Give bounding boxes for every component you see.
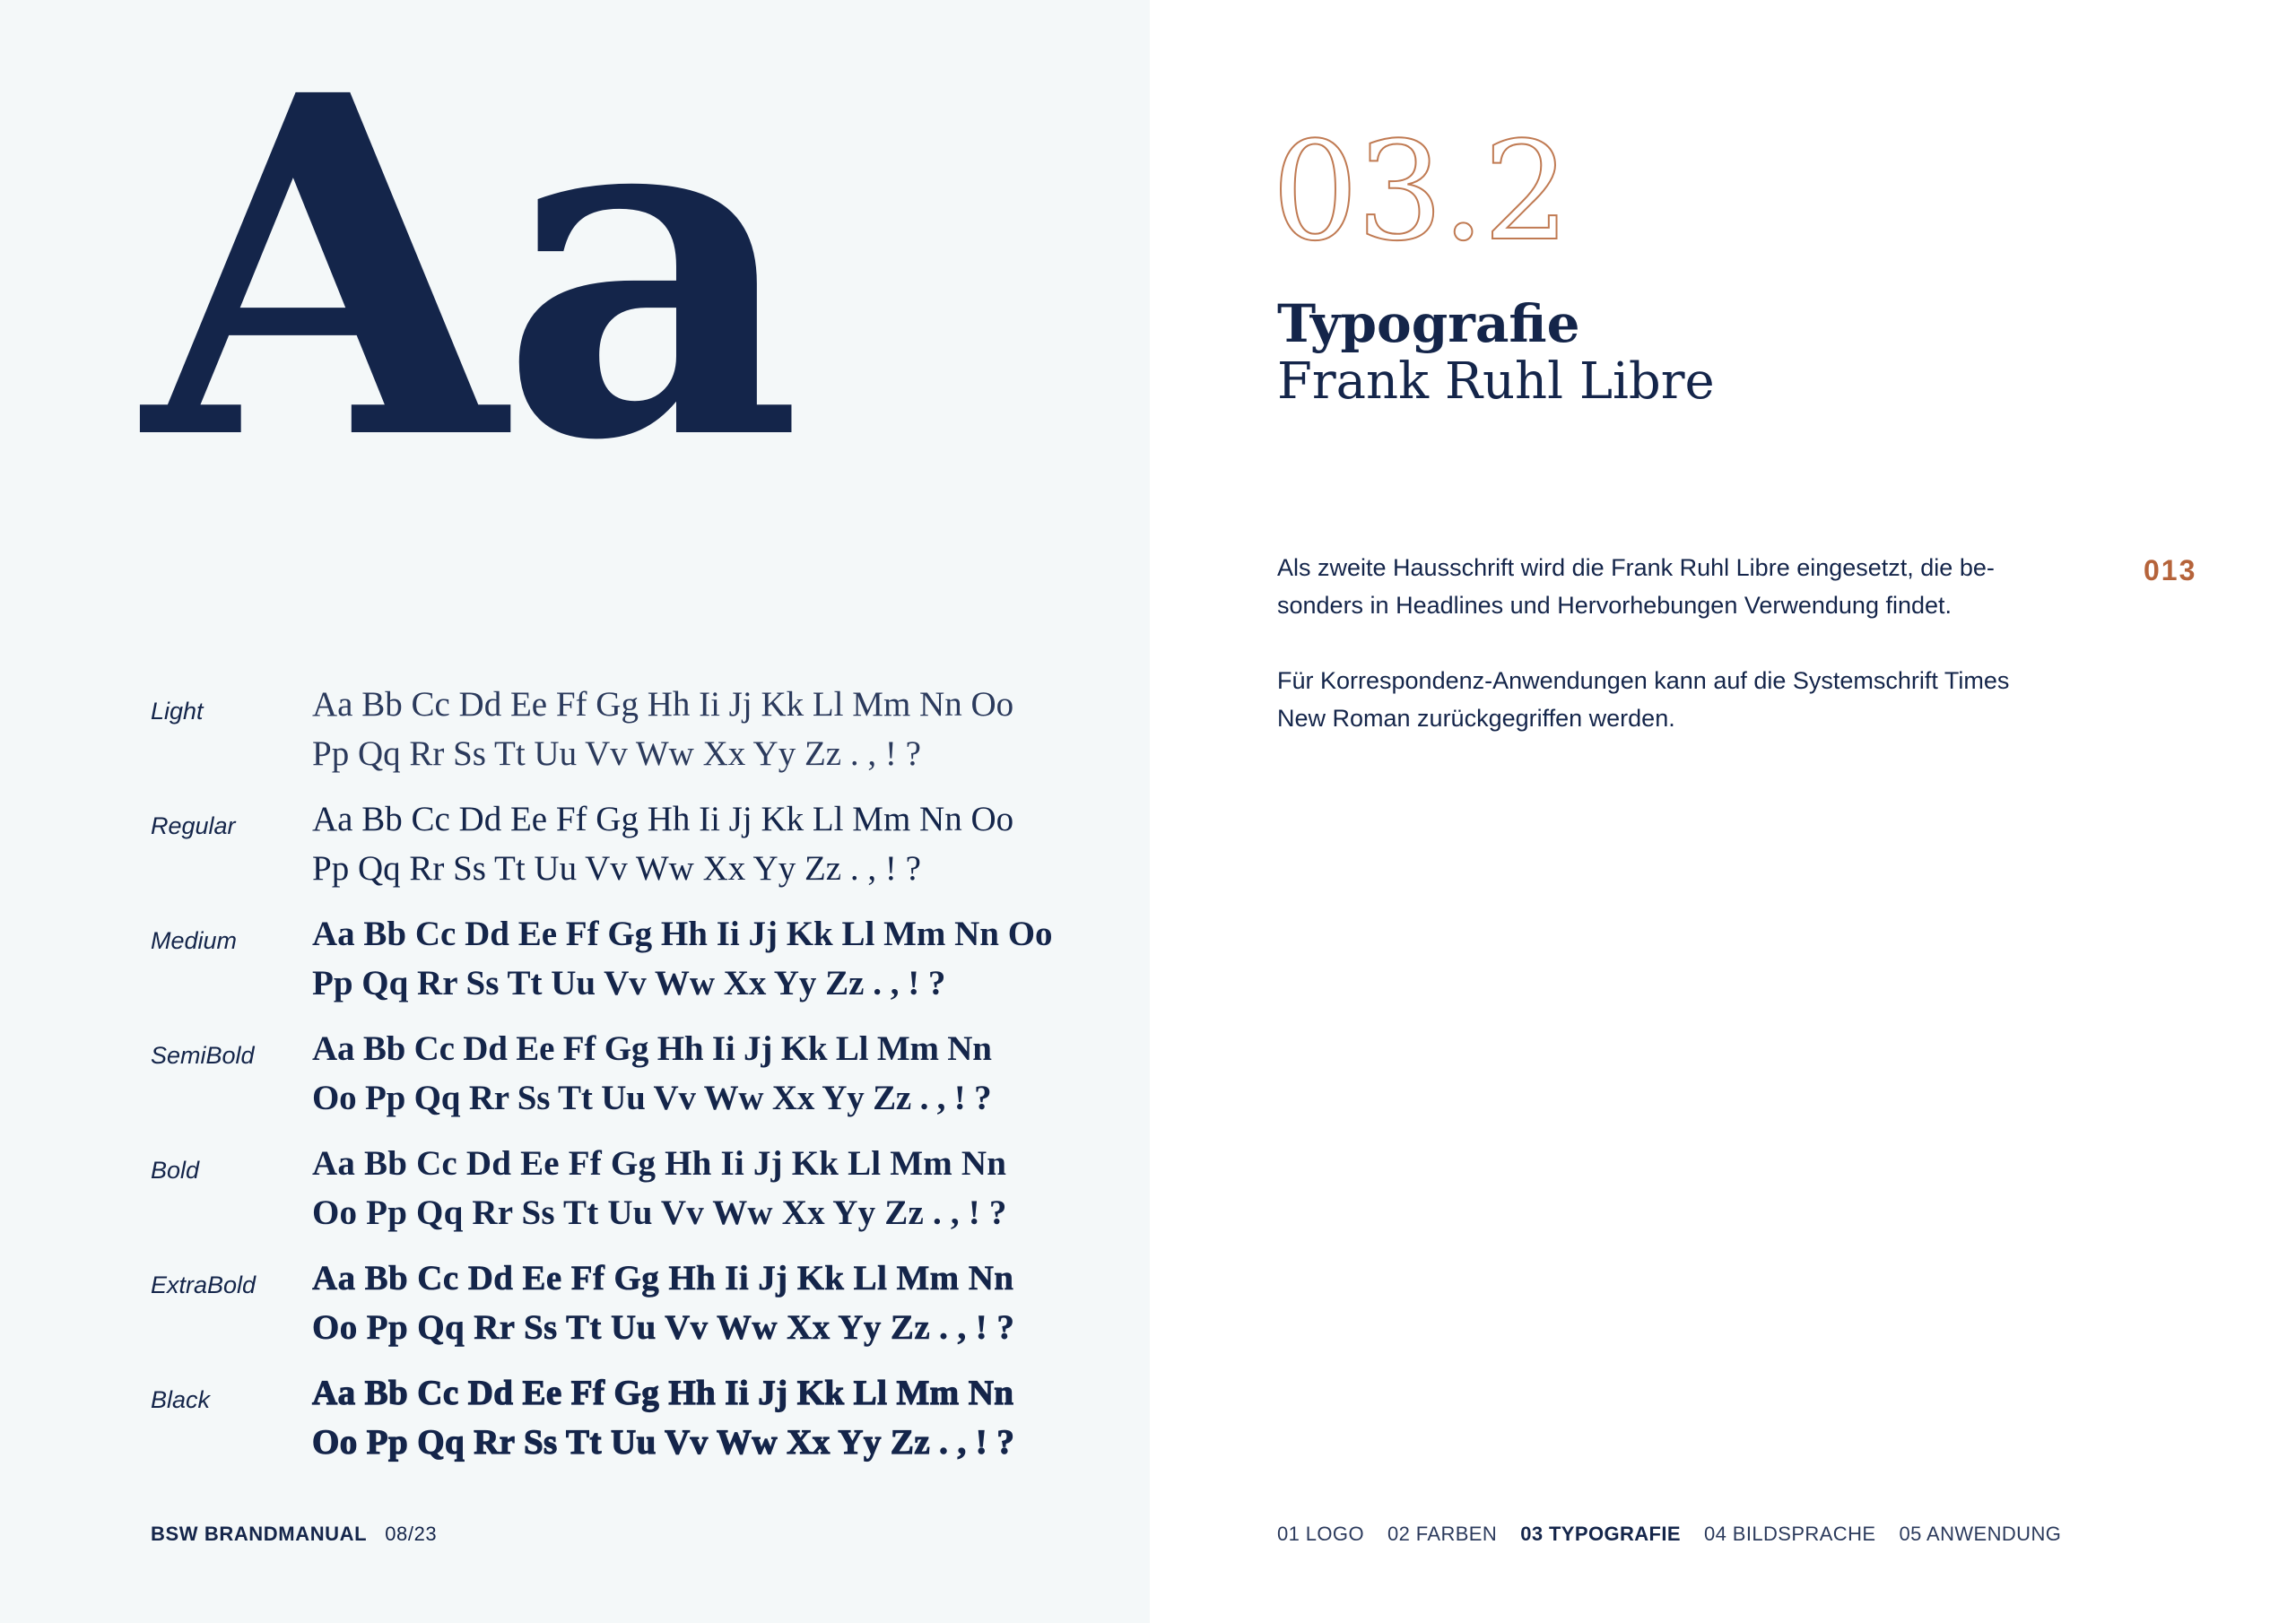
- sample-line: Pp Qq Rr Ss Tt Uu Vv Ww Xx Yy Zz . , ! ?: [312, 849, 921, 888]
- weight-row-extrabold: [151, 1254, 1137, 1368]
- weight-name: ExtraBold: [151, 1271, 257, 1298]
- page-range: 08/23: [385, 1523, 438, 1545]
- section-number: 03.2: [1272, 112, 1569, 271]
- section-subtitle: Frank Ruhl Libre: [1277, 352, 1715, 411]
- glyph-specimen: Aa: [144, 0, 797, 542]
- sample-line: Oo Pp Qq Rr Ss Tt Uu Vv Ww Xx Yy Zz . , ! ?: [312, 1079, 992, 1117]
- sample-line: Pp Qq Rr Ss Tt Uu Vv Ww Xx Yy Zz . , ! ?: [312, 964, 946, 1002]
- brand-name: BSW BRANDMANUAL: [151, 1523, 368, 1545]
- page-number: 013: [2144, 554, 2197, 586]
- weight-list: [151, 680, 1137, 1483]
- weight-name: SemiBold: [151, 1042, 255, 1069]
- weight-row-bold: [151, 1139, 1137, 1254]
- sample-line: Oo Pp Qq Rr Ss Tt Uu Vv Ww Xx Yy Zz . , ! ?: [312, 1193, 1007, 1232]
- weight-row-light: [151, 680, 1137, 794]
- sample-line: Aa Bb Cc Dd Ee Ff Gg Hh Ii Jj Kk Ll Mm Nn: [312, 1374, 1014, 1412]
- sample-line: Aa Bb Cc Dd Ee Ff Gg Hh Ii Jj Kk Ll Mm Nn Oo: [312, 800, 1014, 838]
- weight-row-black: [151, 1368, 1137, 1483]
- paragraph: Als zweite Hausschrift wird die Frank Ruhl Libre eingesetzt, die be-sonders in Headlines und Hervorhebungen Verwendung findet.: [1277, 554, 1995, 619]
- nav-item-logo[interactable]: 01 LOGO: [1277, 1523, 1364, 1545]
- weight-sample: [312, 1024, 1137, 1123]
- weight-row-semibold: [151, 1024, 1137, 1139]
- nav-item-typografie[interactable]: 03 TYPOGRAFIE: [1520, 1523, 1681, 1545]
- weight-row-regular: [151, 794, 1137, 909]
- weight-row-medium: [151, 909, 1137, 1024]
- weight-sample: [312, 1139, 1137, 1237]
- weight-sample: [312, 1368, 1137, 1467]
- sample-line: Oo Pp Qq Rr Ss Tt Uu Vv Ww Xx Yy Zz . , ! ?: [312, 1423, 1015, 1462]
- weight-name: Medium: [151, 927, 238, 954]
- sample-line: Aa Bb Cc Dd Ee Ff Gg Hh Ii Jj Kk Ll Mm Nn: [312, 1029, 992, 1068]
- weight-name: Light: [151, 698, 204, 725]
- nav-item-bildsprache[interactable]: 04 BILDSPRACHE: [1703, 1523, 1876, 1545]
- sample-line: Aa Bb Cc Dd Ee Ff Gg Hh Ii Jj Kk Ll Mm Nn: [312, 1259, 1014, 1298]
- sample-line: Aa Bb Cc Dd Ee Ff Gg Hh Ii Jj Kk Ll Mm Nn Oo: [312, 685, 1014, 724]
- weight-sample: [312, 909, 1137, 1008]
- weight-sample: [312, 794, 1137, 893]
- chapter-nav: [1277, 1523, 2061, 1546]
- section-title: Typografie: [1277, 293, 1580, 354]
- sample-line: Aa Bb Cc Dd Ee Ff Gg Hh Ii Jj Kk Ll Mm Nn Oo: [312, 915, 1053, 953]
- body-text: [1277, 549, 2022, 775]
- nav-item-anwendung[interactable]: 05 ANWENDUNG: [1899, 1523, 2062, 1545]
- weight-name: Regular: [151, 812, 236, 839]
- weight-sample: [312, 1254, 1137, 1352]
- weight-name: Black: [151, 1386, 211, 1413]
- sample-line: Aa Bb Cc Dd Ee Ff Gg Hh Ii Jj Kk Ll Mm Nn: [312, 1144, 1007, 1183]
- nav-item-farben[interactable]: 02 FARBEN: [1387, 1523, 1498, 1545]
- weight-sample: [312, 680, 1137, 778]
- paragraph: Für Korrespondenz-Anwendungen kann auf die Systemschrift Times New Roman zurückgegriffen werden.: [1277, 667, 2010, 732]
- footer-brand: [151, 1523, 437, 1546]
- sample-line: Oo Pp Qq Rr Ss Tt Uu Vv Ww Xx Yy Zz . , ! ?: [312, 1308, 1015, 1347]
- sample-line: Pp Qq Rr Ss Tt Uu Vv Ww Xx Yy Zz . , ! ?: [312, 734, 921, 773]
- weight-name: Bold: [151, 1157, 200, 1184]
